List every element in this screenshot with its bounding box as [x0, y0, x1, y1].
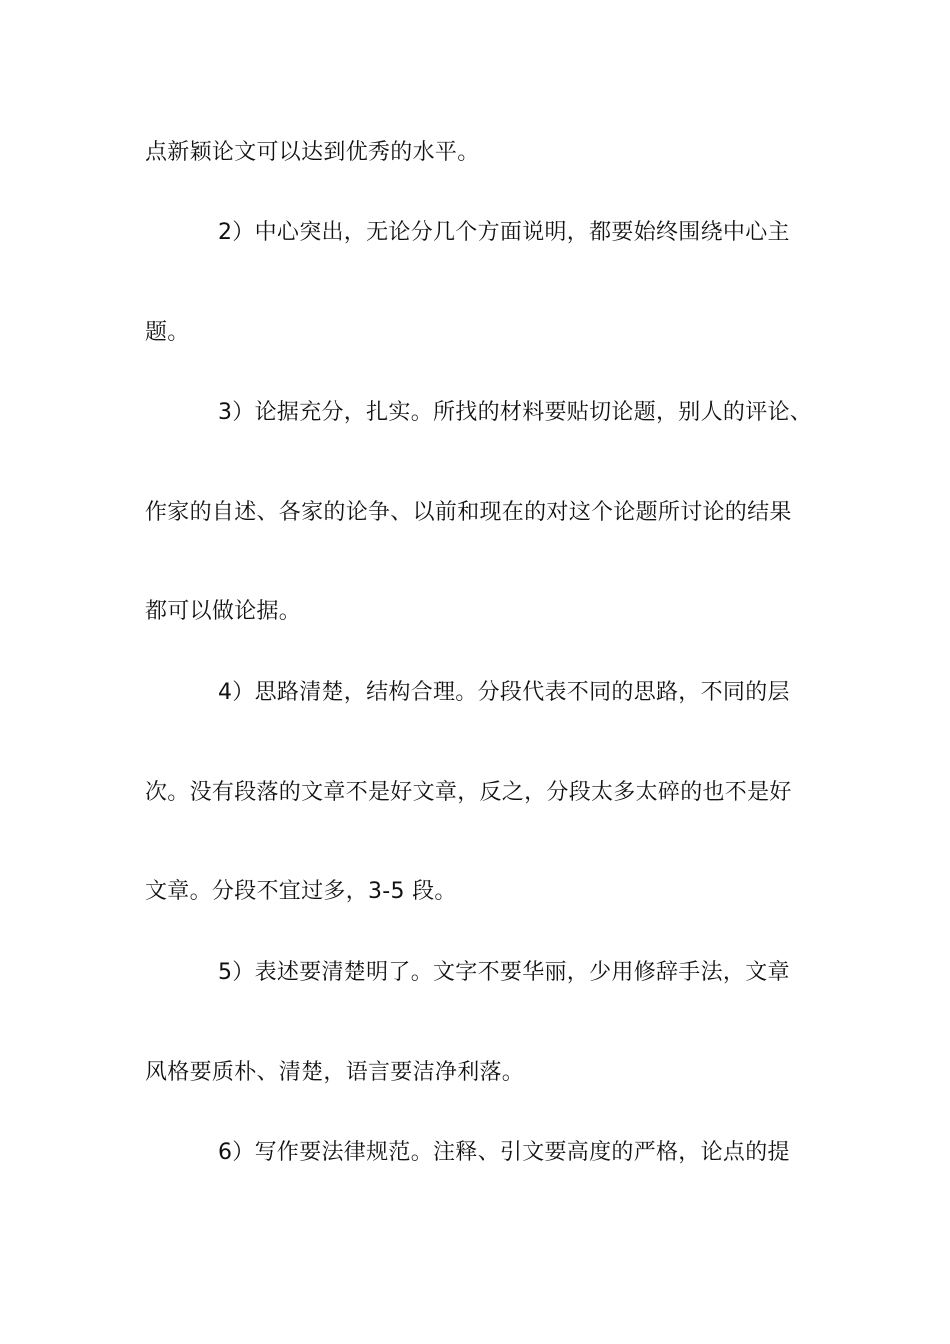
text-line-1: 点新颖论文可以达到优秀的水平。: [145, 140, 480, 165]
text-line-3: 题。: [145, 320, 190, 345]
text-line-10: 5）表述要清楚明了。文字不要华丽，少用修辞手法，文章: [218, 960, 790, 985]
text-line-7: 4）思路清楚，结构合理。分段代表不同的思路，不同的层: [218, 680, 790, 705]
text-line-5: 作家的自述、各家的论争、以前和现在的对这个论题所讨论的结果: [145, 500, 792, 525]
text-line-11: 风格要质朴、清楚，语言要洁净利落。: [145, 1060, 525, 1085]
text-line-12: 6）写作要法律规范。注释、引文要高度的严格，论点的提: [218, 1140, 790, 1165]
text-line-4: 3）论据充分，扎实。所找的材料要贴切论题，别人的评论、: [218, 400, 813, 425]
text-line-8: 次。没有段落的文章不是好文章，反之，分段太多太碎的也不是好: [145, 780, 792, 805]
text-line-9: 文章。分段不宜过多，3-5 段。: [145, 879, 457, 904]
text-line-2: 2）中心突出，无论分几个方面说明，都要始终围绕中心主: [218, 220, 790, 245]
text-line-6: 都可以做论据。: [145, 599, 302, 624]
